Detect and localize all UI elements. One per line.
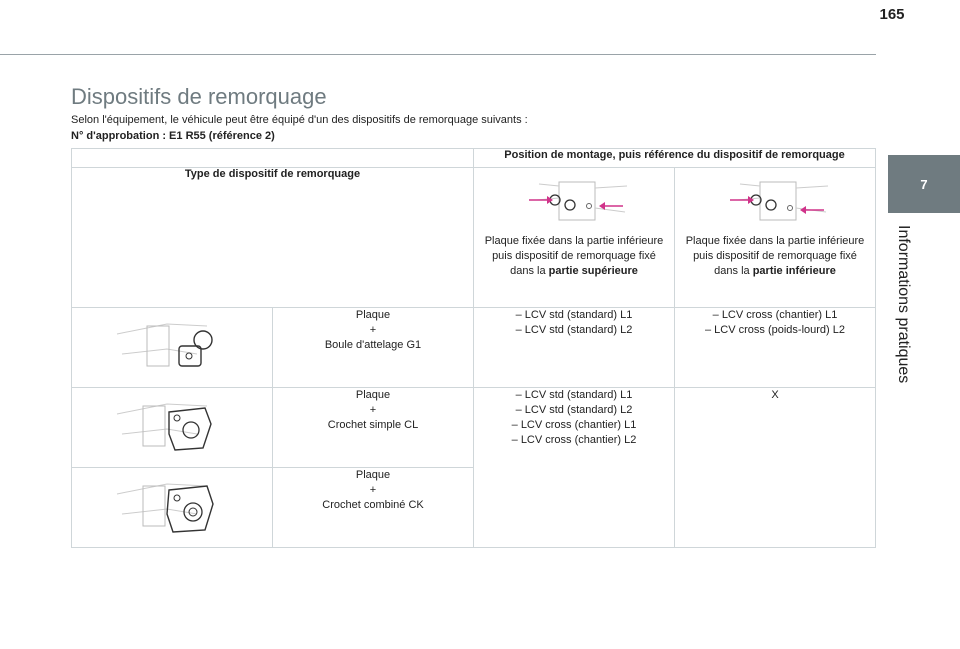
device-line: Boule d'attelage G1 — [324, 339, 422, 351]
not-available-mark: X — [771, 389, 779, 401]
page-number: 165 — [879, 6, 905, 23]
simple-hook-icon — [107, 394, 237, 454]
table-row — [72, 308, 876, 388]
mount-upper-diagram-icon — [499, 178, 649, 228]
device-line: + — [369, 484, 377, 496]
page-title: Dispositifs de remorquage — [71, 84, 327, 109]
table-row — [72, 168, 876, 308]
model-item: – LCV std (standard) L1 — [515, 389, 633, 401]
mount-lower-label: Plaque fixée dans la partie inférieure puis dispositif de remorquage fixé dans la partie inférieure — [685, 235, 865, 277]
device-line: Crochet simple CL — [327, 419, 419, 431]
device-figure-cell — [72, 308, 273, 388]
device-label-cell — [273, 308, 474, 388]
device-line: + — [369, 324, 377, 336]
device-figure-cell — [72, 388, 273, 468]
header-rule — [0, 54, 876, 55]
model-item: – LCV std (standard) L2 — [515, 324, 633, 336]
tow-ball-icon — [107, 314, 237, 374]
device-line: + — [369, 404, 377, 416]
position-header: Position de montage, puis référence du dispositif de remorquage — [474, 149, 876, 168]
mount-lower-cell — [675, 168, 876, 308]
device-line: Plaque — [355, 389, 391, 401]
towing-devices-table — [71, 148, 876, 548]
device-label-cell — [273, 468, 474, 548]
type-header: Type de dispositif de remorquage — [72, 168, 474, 308]
empty-header-cell — [72, 149, 474, 168]
intro-text: Selon l'équipement, le véhicule peut être équipé d'un des dispositifs de remorquage suivants : — [71, 114, 528, 126]
table-row — [72, 388, 876, 468]
chapter-tab[interactable]: 7 — [888, 155, 960, 213]
approval-number: N° d'approbation : E1 R55 (référence 2) — [71, 130, 275, 142]
model-item: – LCV cross (chantier) L1 — [712, 309, 838, 321]
models-upper-cell — [474, 308, 675, 388]
device-line: Crochet combiné CK — [322, 499, 424, 511]
mount-upper-cell — [474, 168, 675, 308]
mount-lower-diagram-icon — [700, 178, 850, 228]
device-figure-cell — [72, 468, 273, 548]
model-item: – LCV cross (chantier) L1 — [511, 419, 637, 431]
table-row — [72, 149, 876, 168]
model-item: – LCV std (standard) L1 — [515, 309, 633, 321]
models-lower-cell — [675, 388, 876, 548]
device-label-cell — [273, 388, 474, 468]
model-item: – LCV std (standard) L2 — [515, 404, 633, 416]
combined-hook-icon — [107, 474, 237, 534]
model-item: – LCV cross (chantier) L2 — [511, 434, 637, 446]
models-lower-cell — [675, 308, 876, 388]
mount-upper-label: Plaque fixée dans la partie inférieure puis dispositif de remorquage fixé dans la partie supérieure — [484, 235, 664, 277]
device-line: Plaque — [355, 309, 391, 321]
model-item: – LCV cross (poids-lourd) L2 — [705, 324, 846, 336]
chapter-title: Informations pratiques — [895, 225, 912, 384]
models-upper-cell — [474, 388, 675, 548]
device-line: Plaque — [355, 469, 391, 481]
